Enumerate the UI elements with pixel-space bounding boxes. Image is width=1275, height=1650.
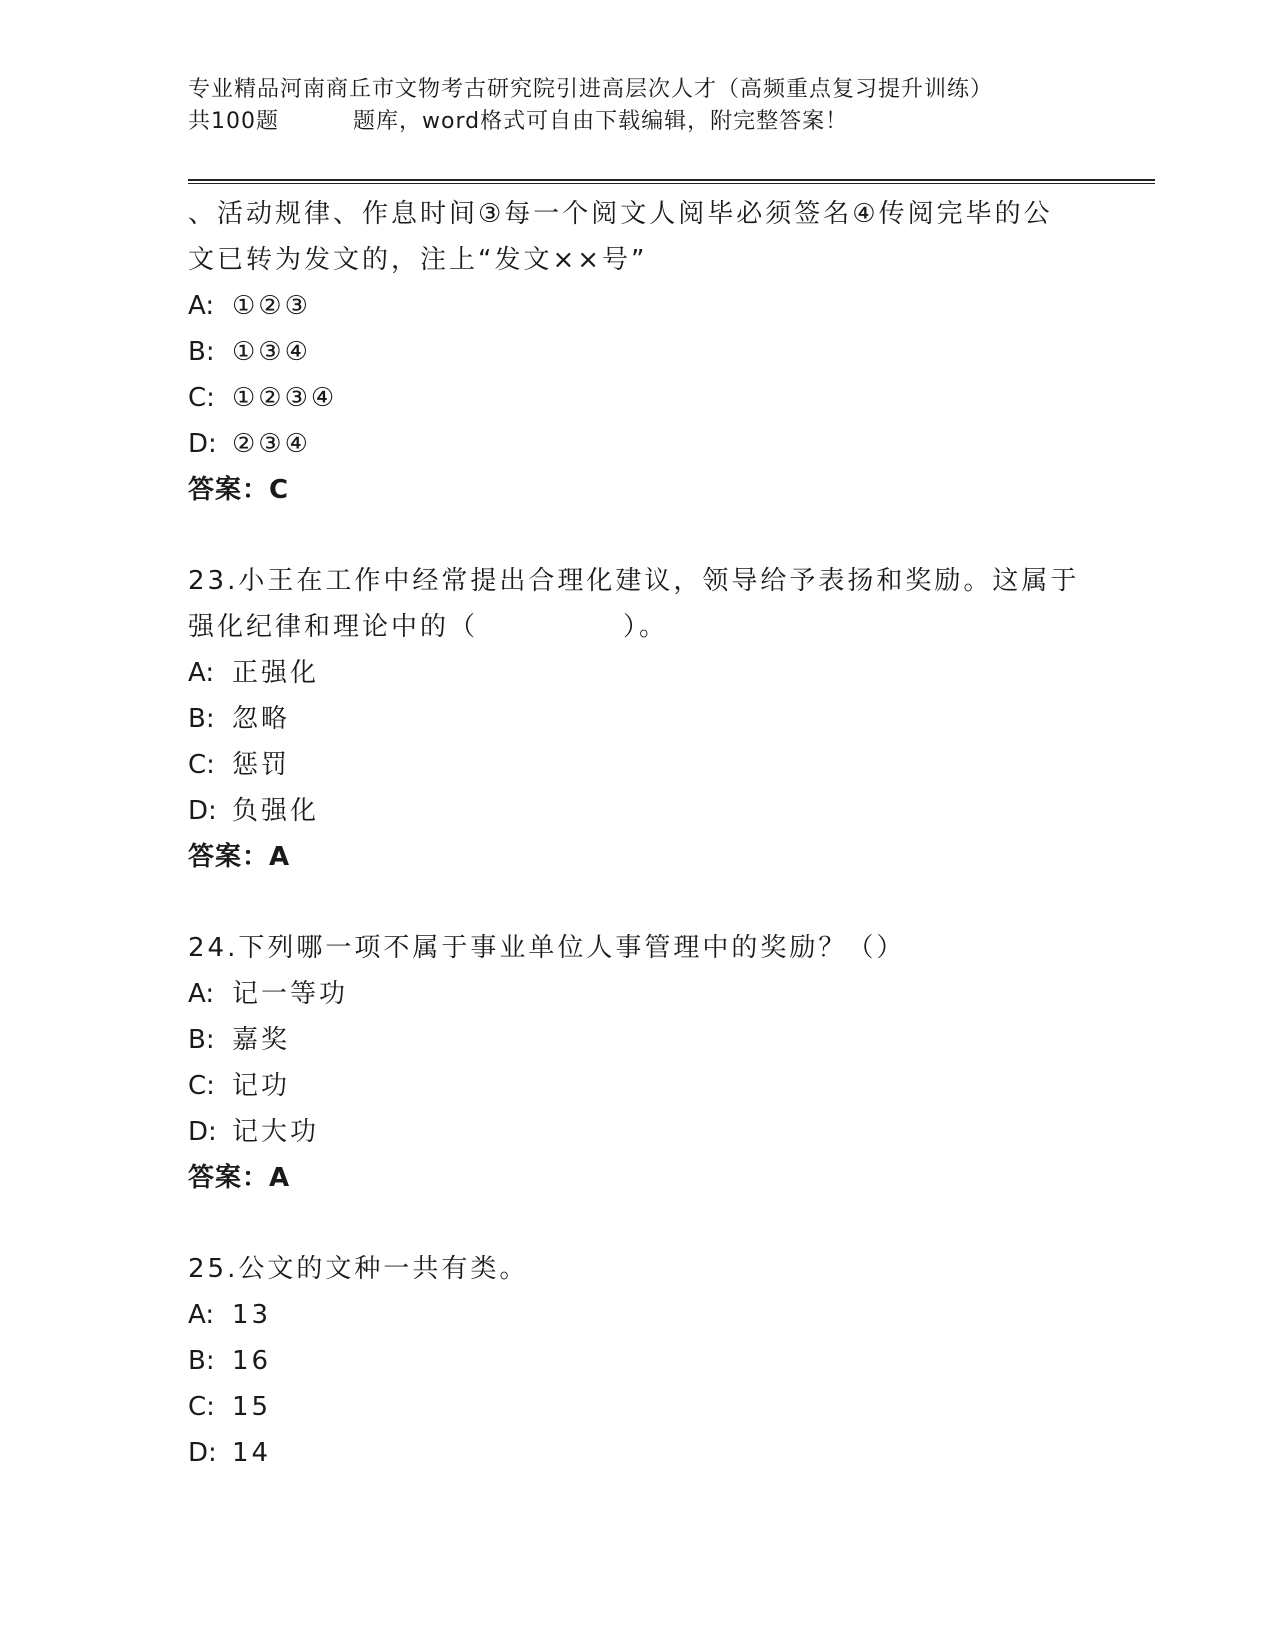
question-24: [188, 925, 1088, 1201]
option-a: [188, 971, 1088, 1017]
option-d: [188, 421, 1088, 467]
answer-line: 答案：C: [188, 475, 290, 505]
header-divider-thick: [188, 179, 1155, 181]
option-b: [188, 1338, 1088, 1384]
option-text: 记一等功: [232, 979, 349, 1009]
option-a: [188, 1292, 1088, 1338]
option-letter: A:: [188, 291, 215, 321]
option-text: 嘉奖: [232, 1025, 291, 1055]
option-text: 正强化: [232, 658, 320, 688]
option-b: [188, 696, 1088, 742]
option-text: ②③④: [232, 429, 311, 459]
question-22-continuation: [188, 191, 1088, 513]
option-letter: C:: [188, 1071, 215, 1101]
option-text: 14: [232, 1438, 272, 1468]
option-d: [188, 788, 1088, 834]
option-text: 13: [232, 1300, 272, 1330]
option-text: ①②③: [232, 291, 311, 321]
option-text: 15: [232, 1392, 272, 1422]
option-letter: B:: [188, 1346, 215, 1376]
option-letter: D:: [188, 1438, 217, 1468]
header-subtitle-line: [188, 106, 993, 138]
option-letter: D:: [188, 1117, 217, 1147]
header-subtitle: 题库，word格式可自由下载编辑，附完整答案！: [353, 109, 849, 134]
option-letter: A:: [188, 979, 215, 1009]
option-letter: A:: [188, 658, 215, 688]
option-b: [188, 1017, 1088, 1063]
option-letter: B:: [188, 1025, 215, 1055]
option-text: 惩罚: [232, 750, 291, 780]
option-letter: A:: [188, 1300, 215, 1330]
option-c: [188, 742, 1088, 788]
document-header: [188, 74, 993, 138]
option-c: [188, 1384, 1088, 1430]
question-25: [188, 1246, 1088, 1476]
option-letter: C:: [188, 383, 215, 413]
option-text: 记功: [232, 1071, 291, 1101]
question-stem-line: 、活动规律、作息时间③每一个阅文人阅毕必须签名④传阅完毕的公: [188, 199, 1053, 229]
question-stem-line: 24.下列哪一项不属于事业单位人事管理中的奖励？（）: [188, 933, 906, 963]
header-divider-thin: [188, 183, 1155, 184]
option-text: 忽略: [232, 704, 291, 734]
question-stem-line: 文已转为发文的，注上“发文××号”: [188, 245, 648, 275]
question-stem-line: 强化纪律和理论中的（ ）。: [188, 612, 669, 642]
option-text: ①③④: [232, 337, 311, 367]
option-a: [188, 650, 1088, 696]
option-letter: B:: [188, 337, 215, 367]
option-text: 记大功: [232, 1117, 320, 1147]
answer-line: 答案：A: [188, 1163, 291, 1193]
answer-line: 答案：A: [188, 842, 291, 872]
option-letter: C:: [188, 750, 215, 780]
option-d: [188, 1430, 1088, 1476]
question-count: 共100题: [188, 109, 279, 134]
option-letter: C:: [188, 1392, 215, 1422]
option-letter: D:: [188, 429, 217, 459]
option-c: [188, 1063, 1088, 1109]
option-a: [188, 283, 1088, 329]
header-title: 专业精品河南商丘市文物考古研究院引进高层次人才（高频重点复习提升训练）: [188, 77, 994, 102]
option-b: [188, 329, 1088, 375]
option-text: 负强化: [232, 796, 320, 826]
option-text: 16: [232, 1346, 272, 1376]
question-23: [188, 558, 1088, 880]
option-letter: B:: [188, 704, 215, 734]
question-stem-line: 25.公文的文种一共有类。: [188, 1254, 529, 1284]
question-content: [188, 191, 1088, 1476]
option-c: [188, 375, 1088, 421]
option-d: [188, 1109, 1088, 1155]
option-text: ①②③④: [232, 383, 338, 413]
option-letter: D:: [188, 796, 217, 826]
question-stem-line: 23.小王在工作中经常提出合理化建议，领导给予表扬和奖励。这属于: [188, 566, 1080, 596]
